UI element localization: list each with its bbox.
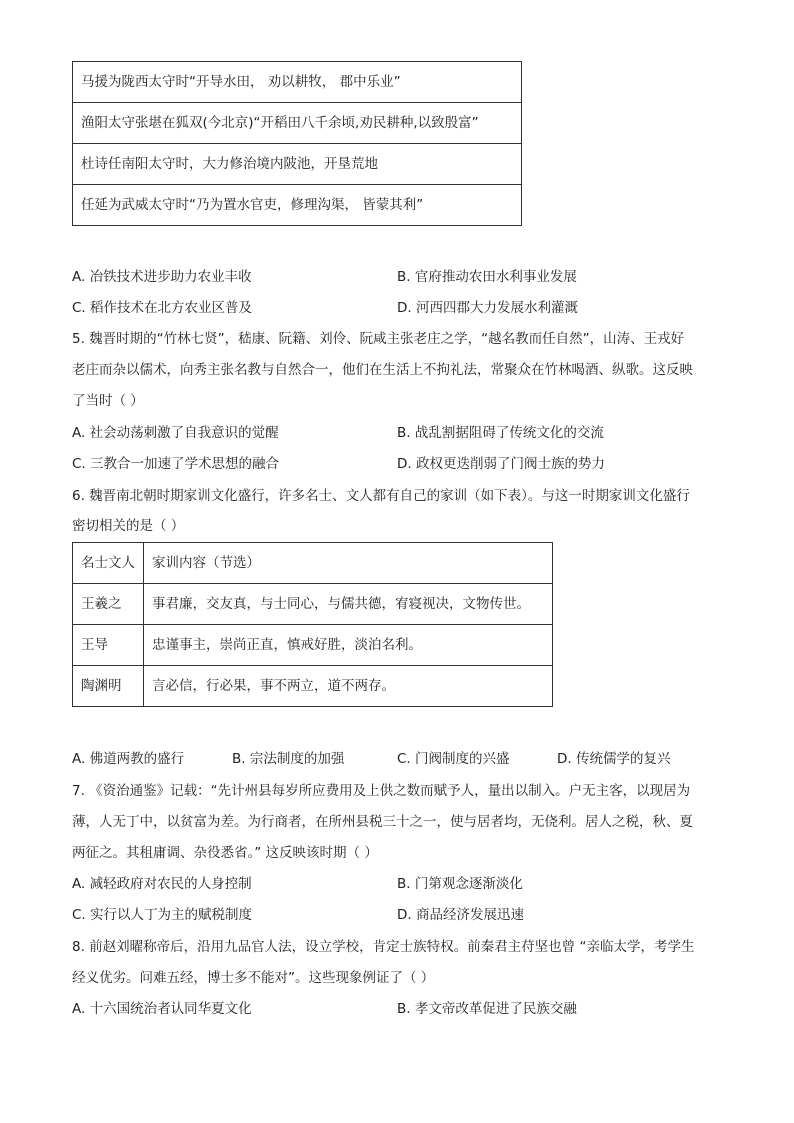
q6-option-b: B. 宗法制度的加强 <box>232 751 345 767</box>
q7-option-c: C. 实行以人丁为主的赋税制度 <box>72 907 253 923</box>
q6-stem-line-1: 6. 魏晋南北朝时期家训文化盛行，许多名士、文人都有自己的家训（如下表）。与这一时期家训文化盛行 <box>72 488 690 504</box>
q5-stem-line-2: 老庄而杂以儒术，向秀主张名教与自然合一，他们在生活上不拘礼法，常聚众在竹林喝酒、纵歌。这反映 <box>72 362 693 378</box>
table-cell: 杜诗任南阳太守时，大力修治境内陂池，开垦荒地 <box>73 144 522 185</box>
table-row <box>73 584 553 625</box>
table-cell: 渔阳太守张堪在狐双(今北京)“开稻田八千余顷,劝民耕种,以致殷富” <box>73 103 522 144</box>
table-row <box>73 666 553 707</box>
q4-option-c: C. 稻作技术在北方农业区普及 <box>72 300 253 316</box>
q4-option-b: B. 官府推动农田水利事业发展 <box>397 269 577 285</box>
table-row <box>73 144 522 185</box>
table-cell: 王导 <box>73 625 144 666</box>
q5-option-d: D. 政权更迭削弱了门阀士族的势力 <box>397 456 605 472</box>
q5-option-a: A. 社会动荡刺激了自我意识的觉醒 <box>72 425 279 441</box>
q5-stem-line-1: 5. 魏晋时期的“竹林七贤”，嵇康、阮籍、刘伶、阮咸主张老庄之学，“越名教而任自然”，山涛、王戎好 <box>72 331 685 347</box>
q8-stem-line-1: 8. 前赵刘曜称帝后，沿用九品官人法，设立学校，肯定士族特权。前秦君主苻坚也曾 “亲临太学，考学生 <box>72 939 695 955</box>
table-header-cell: 家训内容（节选） <box>144 543 553 584</box>
q4-option-d: D. 河西四郡大力发展水利灌溉 <box>397 300 578 316</box>
q4-material-table <box>72 61 522 226</box>
q6-stem-line-2: 密切相关的是（ ） <box>72 518 185 534</box>
q8-stem-line-2: 经义优劣。问难五经，博士多不能对”。这些现象例证了（ ） <box>72 970 435 986</box>
table-row <box>73 62 522 103</box>
table-cell: 事君廉，交友真，与士同心，与儒共德，宥寝视决，文物传世。 <box>144 584 553 625</box>
table-cell: 陶渊明 <box>73 666 144 707</box>
table-cell: 言必信，行必果，事不两立，道不两存。 <box>144 666 553 707</box>
table-cell: 忠谨事主，崇尚正直，慎戒好胜，淡泊名利。 <box>144 625 553 666</box>
q5-option-b: B. 战乱割据阻碍了传统文化的交流 <box>397 425 604 441</box>
table-row <box>73 625 553 666</box>
q5-option-c: C. 三教合一加速了学术思想的融合 <box>72 456 280 472</box>
q8-option-b: B. 孝文帝改革促进了民族交融 <box>397 1001 577 1017</box>
q6-family-precepts-table <box>72 542 553 707</box>
q6-option-a: A. 佛道两教的盛行 <box>72 751 185 767</box>
q4-option-a: A. 冶铁技术进步助力农业丰收 <box>72 269 252 285</box>
table-cell: 王羲之 <box>73 584 144 625</box>
q8-option-a: A. 十六国统治者认同华夏文化 <box>72 1001 252 1017</box>
table-cell: 马援为陇西太守时“开导水田， 劝以耕牧， 郡中乐业” <box>73 62 522 103</box>
table-row <box>73 103 522 144</box>
q6-option-d: D. 传统儒学的复兴 <box>557 751 671 767</box>
table-row <box>73 185 522 226</box>
q7-option-a: A. 减轻政府对农民的人身控制 <box>72 876 252 892</box>
q7-stem-line-3: 两征之。其租庸调、杂役悉省。” 这反映该时期（ ） <box>72 845 378 861</box>
q7-stem-line-2: 薄，人无丁中，以贫富为差。为行商者，在所州县税三十之一，使与居者均，无侥利。居人之税，秋、夏 <box>72 814 693 830</box>
table-header-cell: 名士文人 <box>73 543 144 584</box>
q5-stem-line-3: 了当时（ ） <box>72 393 144 409</box>
table-cell: 任延为武威太守时“乃为置水官吏，修理沟渠， 皆蒙其利” <box>73 185 522 226</box>
q7-option-b: B. 门第观念逐渐淡化 <box>397 876 523 892</box>
table-header-row <box>73 543 553 584</box>
q6-option-c: C. 门阀制度的兴盛 <box>397 751 510 767</box>
q7-stem-line-1: 7. 《资治通鉴》记载：“先计州县每岁所应费用及上供之数而赋予人，量出以制入。户无主客，以现居为 <box>72 783 691 799</box>
q7-option-d: D. 商品经济发展迅速 <box>397 907 524 923</box>
